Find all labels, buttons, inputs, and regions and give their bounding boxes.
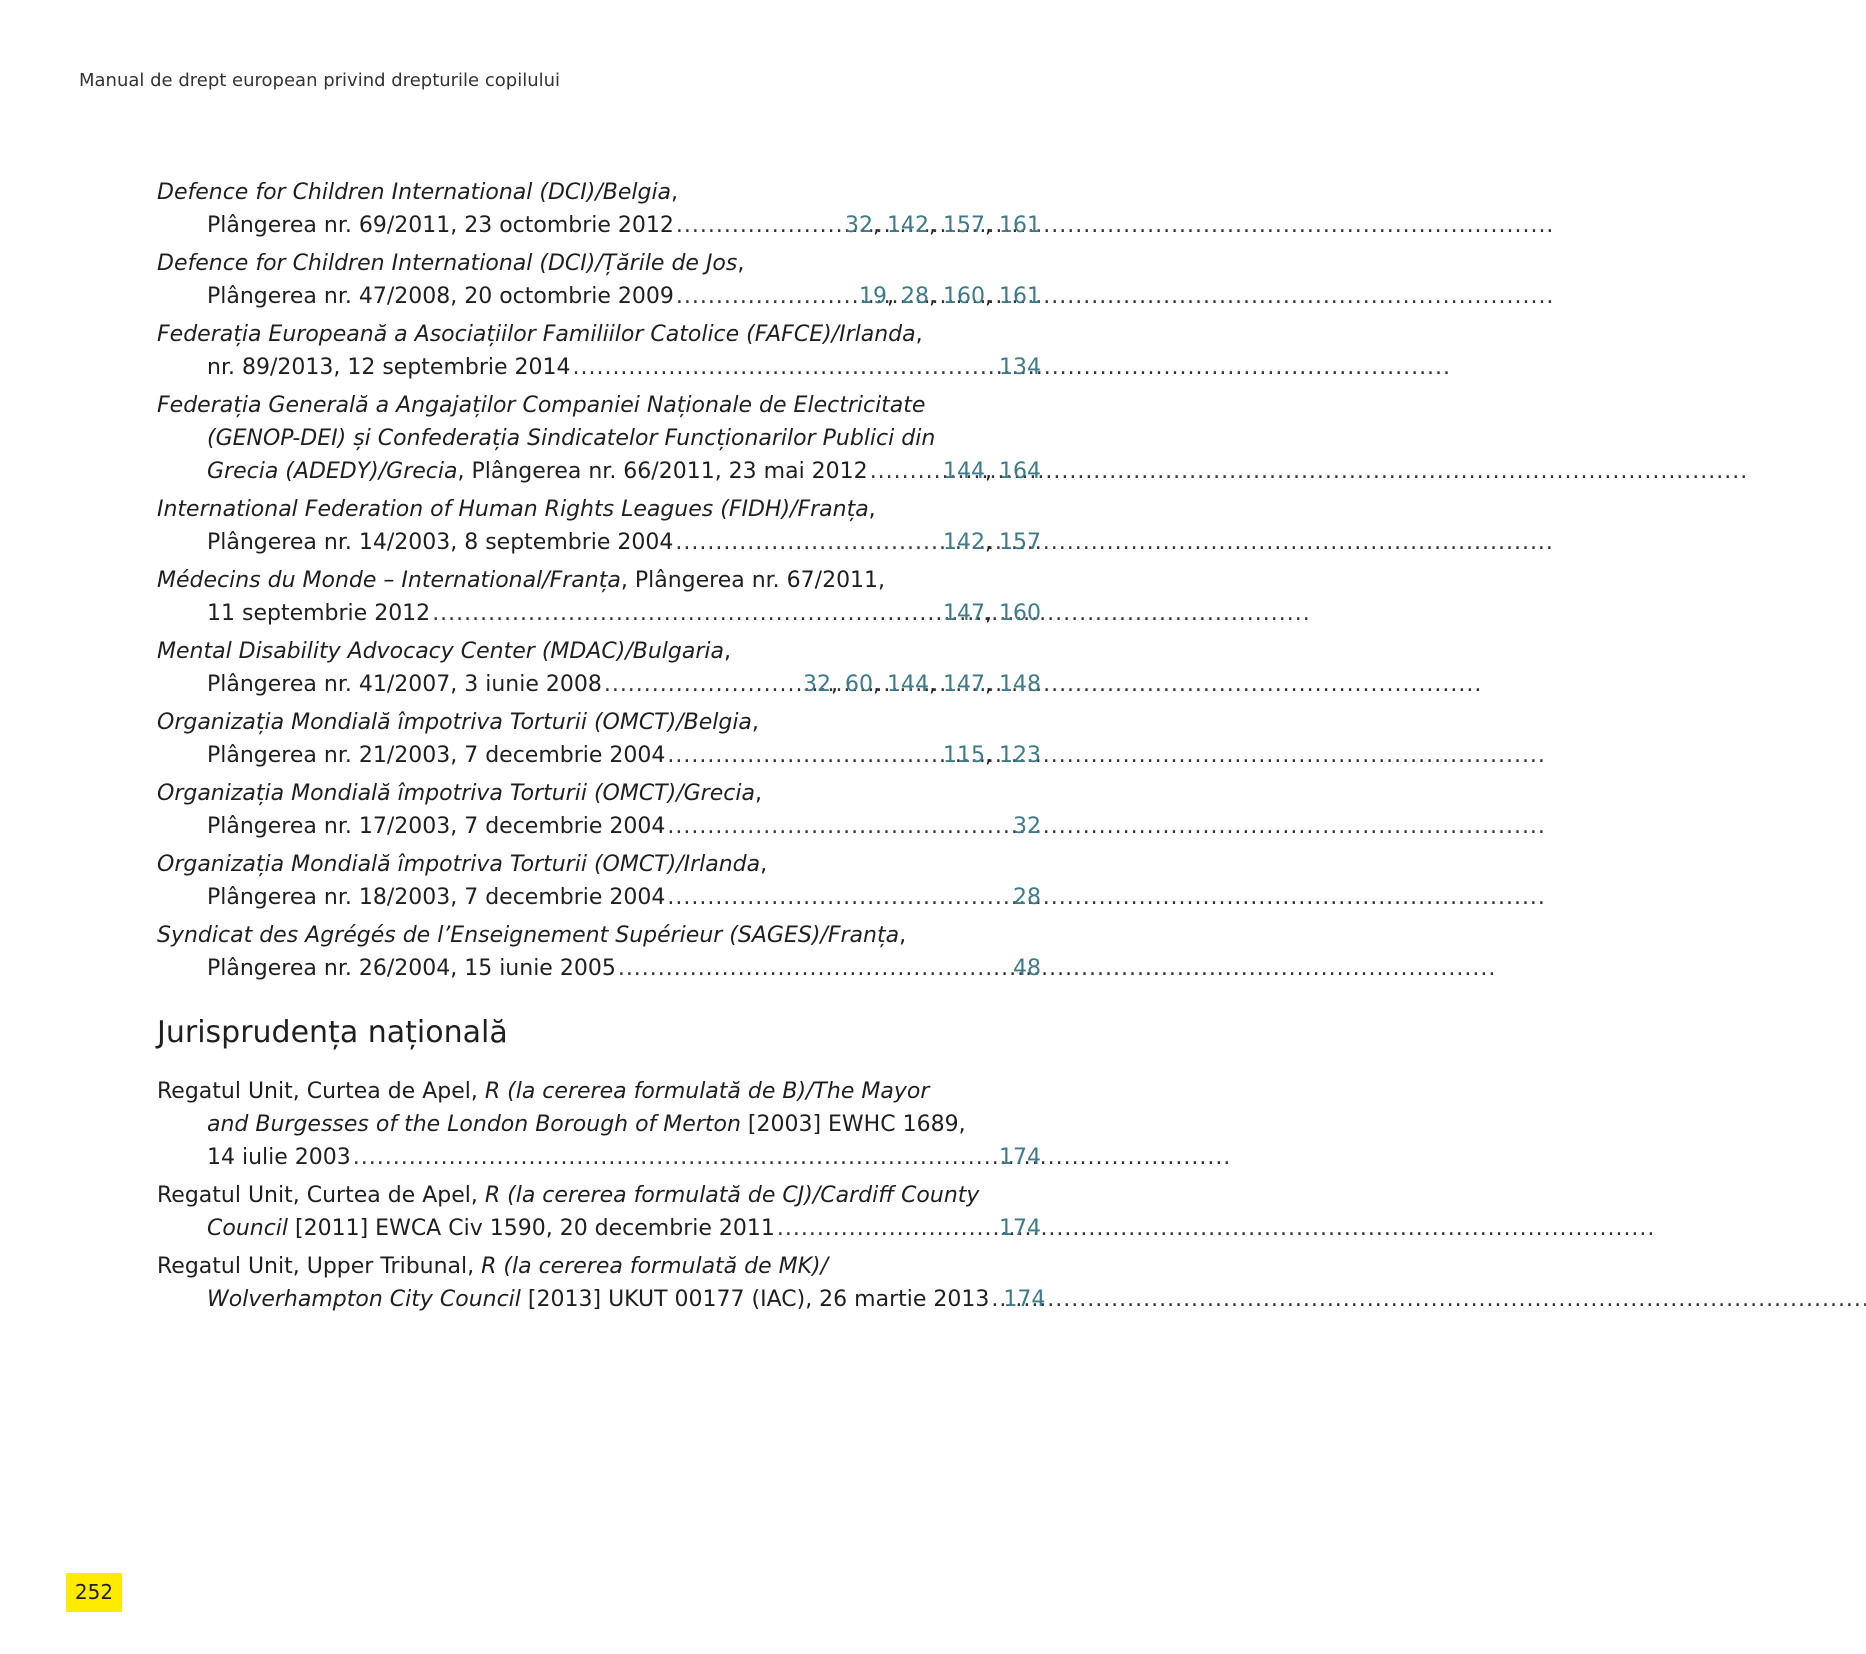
page-separator: , — [831, 672, 845, 697]
national-entries — [157, 1075, 1046, 1316]
page-link[interactable]: 28 — [901, 284, 929, 309]
index-entry — [157, 777, 1041, 843]
page-separator: , — [929, 672, 943, 697]
entry-reference — [207, 881, 665, 914]
entry-reference-line — [157, 739, 1041, 772]
page-references — [999, 1212, 1041, 1245]
entry-reference — [207, 597, 430, 630]
text-segment: , — [868, 497, 876, 522]
page-link[interactable]: 123 — [999, 743, 1041, 768]
text-segment: Plângerea nr. 21/2003, 7 decembrie 2004 — [207, 743, 666, 768]
page-link[interactable]: 32 — [845, 213, 873, 238]
entry-line — [157, 389, 1041, 422]
running-title: Manual de drept european privind drepturile copilului — [79, 70, 561, 91]
page-separator: , — [985, 601, 999, 626]
page-link[interactable]: 161 — [999, 213, 1041, 238]
text-segment: [2003] EWHC 1689, — [740, 1112, 966, 1137]
text-segment: Plângerea nr. 47/2008, 20 octombrie 2009 — [207, 284, 674, 309]
page-link[interactable]: 147 — [943, 672, 985, 697]
entry-reference-line — [157, 881, 1041, 914]
entry-reference-line — [157, 1283, 1046, 1316]
text-segment: Plângerea nr. 69/2011, 23 octombrie 2012 — [207, 213, 674, 238]
dot-leader — [868, 455, 943, 488]
page-link[interactable]: 148 — [999, 672, 1041, 697]
page-link[interactable]: 161 — [999, 284, 1041, 309]
page-link[interactable]: 60 — [845, 672, 873, 697]
dot-leader — [674, 209, 845, 242]
entry-reference — [207, 1141, 351, 1174]
entry-reference — [207, 209, 674, 242]
entry-line — [157, 176, 1041, 209]
entry-reference-line — [157, 351, 1041, 384]
dot-leader — [430, 597, 943, 630]
page-link[interactable]: 32 — [1013, 814, 1041, 839]
entry-reference — [207, 280, 674, 313]
text-segment: , — [760, 852, 768, 877]
dot-leader — [616, 952, 1013, 985]
page-link[interactable]: 142 — [943, 530, 985, 555]
entry-reference — [207, 1212, 775, 1245]
index-entry — [157, 1250, 1046, 1316]
text-segment: Plângerea nr. 26/2004, 15 iunie 2005 — [207, 956, 616, 981]
entry-reference — [207, 351, 571, 384]
page-references — [1013, 810, 1041, 843]
text-segment: , Plângerea nr. 66/2011, 23 mai 2012 — [457, 459, 868, 484]
text-segment: Mental Disability Advocacy Center (MDAC)/Bulgaria — [157, 639, 724, 664]
page-link[interactable]: 28 — [1013, 885, 1041, 910]
entry-reference-line — [157, 526, 1041, 559]
text-segment: , — [671, 180, 679, 205]
page-number: 252 — [66, 1573, 122, 1612]
index-list — [157, 176, 1046, 1321]
dot-leader — [602, 668, 803, 701]
index-entry — [157, 706, 1041, 772]
page-link[interactable]: 144 — [943, 459, 985, 484]
text-segment: and Burgesses of the London Borough of Merton — [207, 1112, 741, 1137]
page-link[interactable]: 174 — [1003, 1287, 1046, 1312]
text-segment: [2011] EWCA Civ 1590, 20 decembrie 2011 — [288, 1216, 775, 1241]
text-segment: Plângerea nr. 41/2007, 3 iunie 2008 — [207, 672, 602, 697]
section-heading: Jurisprudența națională — [157, 1015, 508, 1050]
page-link[interactable]: 48 — [1013, 956, 1041, 981]
text-segment: Organizația Mondială împotriva Torturii (OMCT)/Irlanda — [157, 852, 761, 877]
entry-reference-line — [157, 209, 1041, 242]
text-segment: Regatul Unit, Curtea de Apel, — [157, 1079, 485, 1104]
page-separator: , — [929, 213, 943, 238]
entry-line — [157, 1179, 1041, 1212]
text-segment: , — [754, 781, 762, 806]
page-link[interactable]: 144 — [887, 672, 929, 697]
page-references — [1013, 881, 1041, 914]
entry-reference-line — [157, 810, 1041, 843]
text-segment: , — [899, 923, 907, 948]
page-separator: , — [873, 213, 887, 238]
page-separator: , — [985, 672, 999, 697]
index-entry — [157, 1075, 1041, 1174]
page-link[interactable]: 147 — [943, 601, 985, 626]
dot-leader — [665, 881, 1013, 914]
entry-line — [157, 777, 1041, 810]
dot-leader — [989, 1283, 1003, 1316]
entry-reference-line — [157, 597, 1041, 630]
text-segment: Council — [207, 1216, 289, 1241]
entry-line — [157, 1075, 1041, 1108]
dot-leader — [673, 526, 943, 559]
dot-leader — [571, 351, 999, 384]
entry-line — [157, 706, 1041, 739]
text-segment: Organizația Mondială împotriva Torturii (OMCT)/Belgia — [157, 710, 752, 735]
entry-reference — [207, 668, 602, 701]
page-separator: , — [873, 672, 887, 697]
page-references — [845, 209, 1041, 242]
entry-line — [157, 848, 1041, 881]
entry-line — [157, 564, 1041, 597]
entry-line — [157, 635, 1041, 668]
page-link[interactable]: 32 — [803, 672, 831, 697]
text-segment: nr. 89/2013, 12 septembrie 2014 — [207, 355, 571, 380]
entry-reference — [207, 739, 665, 772]
page-link[interactable]: 164 — [999, 459, 1041, 484]
page-link[interactable]: 160 — [999, 601, 1041, 626]
text-segment: Regatul Unit, Curtea de Apel, — [157, 1183, 485, 1208]
entry-reference-line — [157, 455, 1041, 488]
dot-leader — [775, 1212, 999, 1245]
page-references — [859, 280, 1041, 313]
index-entry — [157, 493, 1041, 559]
index-entry — [157, 919, 1041, 985]
index-entry — [157, 247, 1041, 313]
page-link[interactable]: 115 — [943, 743, 985, 768]
page-link[interactable]: 174 — [999, 1145, 1041, 1170]
page-references — [1003, 1283, 1045, 1316]
index-entry — [157, 176, 1041, 242]
text-segment: R (la cererea formulată de MK)/ — [481, 1254, 829, 1279]
text-segment: Federația Europeană a Asociațiilor Familiilor Catolice (FAFCE)/Irlanda — [157, 322, 916, 347]
page-separator: , — [985, 530, 999, 555]
text-segment: 11 septembrie 2012 — [207, 601, 431, 626]
page-references — [803, 668, 1041, 701]
text-segment: Plângerea nr. 17/2003, 7 decembrie 2004 — [207, 814, 666, 839]
international-entries — [157, 176, 1041, 985]
text-segment: Médecins du Monde – International/Franța — [157, 568, 621, 593]
page-separator: , — [985, 284, 999, 309]
text-segment: Plângerea nr. 14/2003, 8 septembrie 2004 — [207, 530, 674, 555]
index-entry — [157, 389, 1041, 488]
entry-line — [157, 1108, 1041, 1141]
dot-leader — [665, 739, 943, 772]
text-segment: , — [751, 710, 759, 735]
page-references — [999, 351, 1041, 384]
page-references — [943, 526, 1041, 559]
text-segment: R (la cererea formulată de B)/The Mayor — [484, 1079, 930, 1104]
page-separator: , — [985, 743, 999, 768]
entry-reference-line — [157, 280, 1041, 313]
page-separator: , — [887, 284, 901, 309]
page-separator: , — [929, 284, 943, 309]
text-segment: , — [723, 639, 731, 664]
index-entry — [157, 564, 1041, 630]
page-references — [1013, 952, 1041, 985]
entry-line — [157, 422, 1041, 455]
text-segment: Grecia (ADEDY)/Grecia — [207, 459, 458, 484]
page-references — [943, 455, 1041, 488]
text-segment: , Plângerea nr. 67/2011, — [620, 568, 886, 593]
entry-reference-line — [157, 668, 1041, 701]
text-segment: Syndicat des Agrégés de l’Enseignement Supérieur (SAGES)/Franța — [157, 923, 900, 948]
page-link[interactable]: 157 — [943, 213, 985, 238]
entry-reference — [207, 1283, 989, 1316]
page-references — [999, 1141, 1041, 1174]
text-segment: Plângerea nr. 18/2003, 7 decembrie 2004 — [207, 885, 666, 910]
text-segment: R (la cererea formulată de CJ)/Cardiff County — [484, 1183, 980, 1208]
text-segment: , — [915, 322, 923, 347]
entry-line — [157, 247, 1041, 280]
text-segment: [2013] UKUT 00177 (IAC), 26 martie 2013 — [520, 1287, 990, 1312]
index-entry — [157, 635, 1041, 701]
text-segment: (GENOP-DEI) și Confederația Sindicatelor Funcționarilor Publici din — [207, 426, 936, 451]
page-link[interactable]: 142 — [887, 213, 929, 238]
page-link[interactable]: 19 — [859, 284, 887, 309]
dot-leader — [665, 810, 1013, 843]
text-segment: Regatul Unit, Upper Tribunal, — [157, 1254, 482, 1279]
dot-leader — [674, 280, 859, 313]
text-segment: 14 iulie 2003 — [207, 1145, 351, 1170]
page-separator: , — [985, 459, 999, 484]
text-segment: Defence for Children International (DCI)/Belgia — [157, 180, 672, 205]
index-entry — [157, 318, 1041, 384]
page-link[interactable]: 134 — [999, 355, 1041, 380]
entry-line — [157, 318, 1041, 351]
text-segment: Federația Generală a Angajaților Companiei Naționale de Electricitate — [157, 393, 926, 418]
entry-reference — [207, 455, 868, 488]
entry-line — [157, 919, 1041, 952]
page-separator: , — [985, 213, 999, 238]
entry-reference — [207, 952, 616, 985]
index-entry — [157, 848, 1041, 914]
entry-reference — [207, 810, 665, 843]
page-link[interactable]: 157 — [999, 530, 1041, 555]
page-link[interactable]: 160 — [943, 284, 985, 309]
page-references — [943, 739, 1041, 772]
page-references — [943, 597, 1041, 630]
entry-line — [157, 493, 1041, 526]
entry-reference — [207, 526, 673, 559]
entry-reference-line — [157, 1212, 1041, 1245]
dot-leader — [351, 1141, 999, 1174]
text-segment: Organizația Mondială împotriva Torturii (OMCT)/Grecia — [157, 781, 755, 806]
text-segment: Wolverhampton City Council — [207, 1287, 521, 1312]
text-segment: Defence for Children International (DCI)/Țările de Jos — [157, 251, 738, 276]
text-segment: International Federation of Human Rights Leagues (FIDH)/Franța — [157, 497, 869, 522]
entry-line — [157, 1250, 1041, 1283]
text-segment: , — [737, 251, 745, 276]
entry-reference-line — [157, 1141, 1041, 1174]
page-link[interactable]: 174 — [999, 1216, 1041, 1241]
entry-reference-line — [157, 952, 1041, 985]
index-entry — [157, 1179, 1041, 1245]
